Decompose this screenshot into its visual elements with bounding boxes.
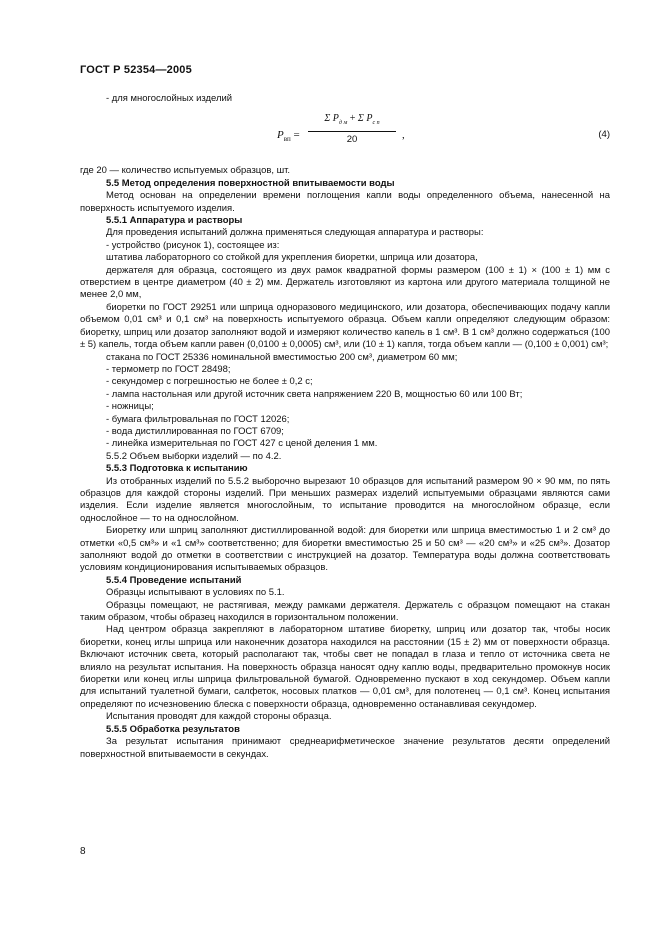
- section-heading: 5.5 Метод определения поверхностной впитываемости воды: [106, 177, 395, 189]
- list-item: - устройство (рисунок 1), состоящее из:: [106, 239, 280, 251]
- section-heading: 5.5.3 Подготовка к испытанию: [106, 463, 248, 475]
- paragraph: 5.5.2 Объем выборки изделий — по 4.2.: [106, 450, 282, 462]
- paragraph: Биоретку или шприц заполняют дистиллированной водой: для биоретки или шприца вместимостью 1 и 2 см³ до отметки «0,5 см³» и «1 см³» соответственно; для биоретки вместимостью 25 и 50 см³ — «20 см³» и «25 см³». Дозатор заполняют водой до отметки в соответствии с инструкцией на дозатор. Температура воды должна соответствовать условиям кондиционирования испытываемых образцов.: [80, 525, 610, 574]
- formula-lhs: $P_{вп}$ =: [277, 129, 300, 144]
- paragraph: Из отобранных изделий по 5.5.2 выборочно вырезают 10 образцов для испытаний размером 90 × 90 мм, по пять образцов для каждой стороны изделий. При меньших размерах изделий испытуемыми образцами являются сами изделия. Если изделие является многослойным, то испытание проводится на многослойном образце, если однослойное — то на однослойном.: [80, 475, 610, 524]
- paragraph: Метод основан на определении времени поглощения капли воды определенного объема, нанесенной на поверхность испытуемого изделия.: [80, 190, 610, 214]
- section-heading: 5.5.1 Аппаратура и растворы: [106, 215, 243, 227]
- document-body: [80, 93, 610, 761]
- document-header: ГОСТ Р 52354—2005: [80, 64, 192, 76]
- paragraph: Образцы испытывают в условиях по 5.1.: [106, 587, 285, 599]
- page-number: 8: [80, 846, 86, 857]
- list-item: - термометр по ГОСТ 28498;: [106, 363, 231, 375]
- paragraph: где 20 — количество испытуемых образцов, шт.: [80, 165, 291, 177]
- list-item: - секундомер с погрешностью не более ± 0,2 с;: [106, 376, 313, 388]
- list-item: - для многослойных изделий: [106, 93, 233, 104]
- list-item: - бумага фильтровальная по ГОСТ 12026;: [106, 413, 290, 425]
- section-heading: 5.5.4 Проведение испытаний: [106, 574, 242, 586]
- paragraph: биоретки по ГОСТ 29251 или шприца одноразового медицинского, или дозатора, обеспечивающих подачу капли объемом 0,01 см³ и 0,1 см³ на поверхность испытуемого образца. Объем капли определяют следующим образом: биоретку, шприц или дозатор заполняют водой и измеряют количество капель в 1 см³. В 1 см³ должно содержаться (100 ± 5) капель, тогда объем капли равен (0,0100 ± 0,0005) см³, или (10 ± 1) капля, тогда объем капли — (0,100 ± 0,001) см³;: [80, 301, 610, 351]
- paragraph: Испытания проводят для каждой стороны образца.: [106, 711, 332, 723]
- section-heading: 5.5.5 Обработка результатов: [106, 723, 240, 735]
- formula-4: [80, 107, 610, 159]
- list-item: - вода дистиллированная по ГОСТ 6709;: [106, 425, 284, 437]
- list-item: - линейка измерительная по ГОСТ 427 с ценой деления 1 мм.: [106, 438, 378, 450]
- formula-denominator: 20: [346, 133, 358, 145]
- fraction-bar: [308, 131, 396, 132]
- paragraph: Образцы помещают, не растягивая, между рамками держателя. Держатель с образцом помещают на стакан таким образом, чтобы образец находился в горизонтальном положении.: [80, 599, 610, 624]
- formula-fraction: [304, 113, 400, 146]
- paragraph: За результат испытания принимают среднеарифметическое значение результатов десяти определений поверхностной впитываемости в секундах.: [80, 736, 610, 760]
- paragraph: Для проведения испытаний должна применяться следующая аппаратура и растворы:: [106, 227, 484, 239]
- formula-number: (4): [598, 129, 610, 141]
- formula-numerator: Σ $P_{д м} + \Sigma$ $P_{с п}$: [324, 113, 380, 127]
- formula-comma: ,: [402, 129, 405, 142]
- paragraph: стакана по ГОСТ 25336 номинальной вместимостью 200 см³, диаметром 60 мм;: [106, 351, 458, 363]
- list-item: - ножницы;: [106, 401, 154, 413]
- list-item: - лампа настольная или другой источник света напряжением 220 В, мощностью 60 или 100 Вт;: [106, 388, 523, 400]
- paragraph: держателя для образца, состоящего из двух рамок квадратной формы размером (100 ± 1) × (100 ± 1) мм с отверстием в центре диаметром (40 ± 2) мм. Держатель изготовляют из картона или другого материала толщиной не менее 2,0 мм,: [80, 264, 610, 301]
- paragraph: штатива лабораторного со стойкой для укрепления биоретки, шприца или дозатора,: [106, 252, 478, 264]
- paragraph: Над центром образца закрепляют в лабораторном штативе биоретку, шприц или дозатор так, чтобы носик биоретки, конец иглы шприца или наконечник дозатора находился на расстоянии (15 ± 2) мм от поверхности образца. Включают источник света, который располагают так, чтобы свет не попадал в глаза и тепло от источника света не влияло на результат испытания. На поверхность образца наносят одну каплю воды, предварительно промокнув носик биоретки или конец иглы шприца фильтровальной бумагой. Одновременно пускают в ход секундомер. Объем капли для испытаний туалетной бумаги, салфеток, носовых платков — 0,01 см³, для полотенец — 0,1 см³. Конец испытания определяют по исчезновению блеска с поверхности образца, одновременно останавливая секундомер.: [80, 624, 610, 710]
